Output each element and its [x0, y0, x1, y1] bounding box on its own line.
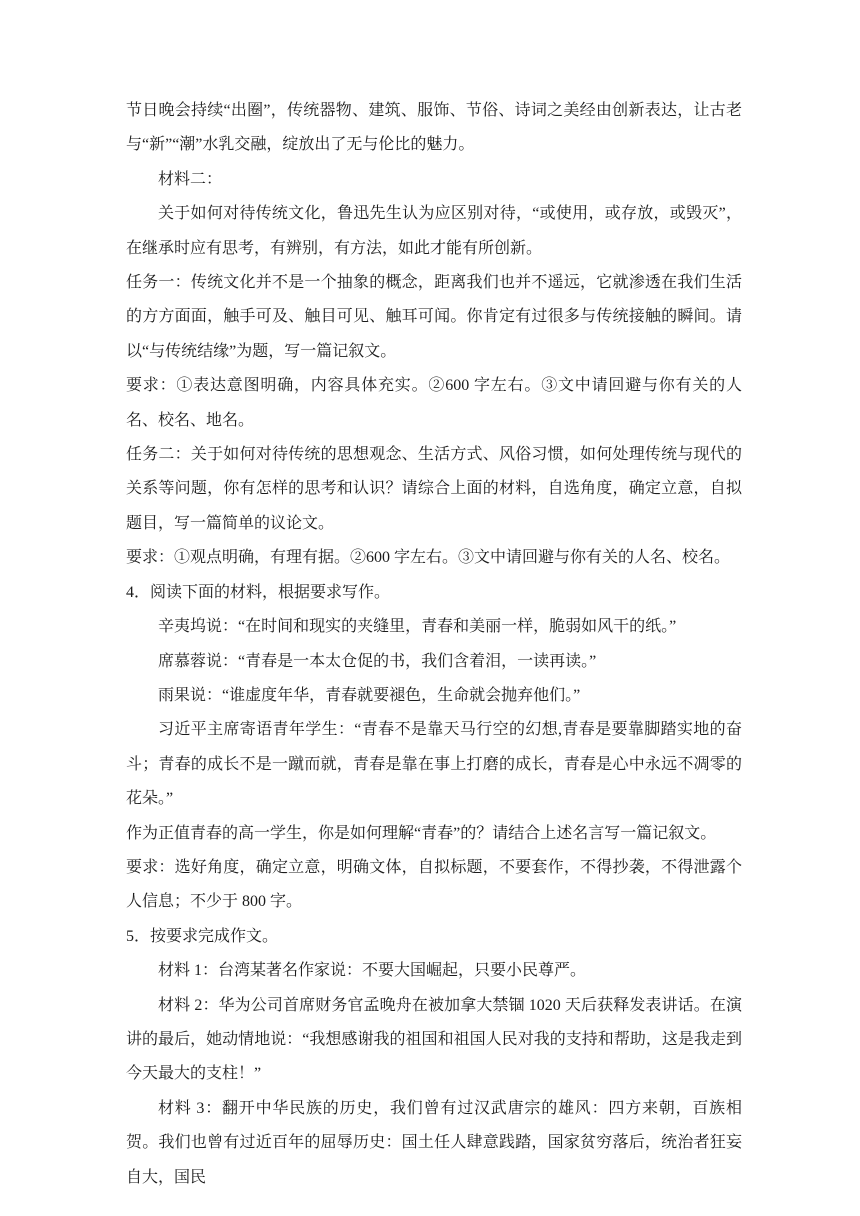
document-text-block	[126, 94, 742, 1195]
paragraph-xinyiwu-quote: 辛夷坞说：“在时间和现实的夹缝里，青春和美丽一样，脆弱如风干的纸。”	[158, 618, 677, 636]
question-4-heading: 4．阅读下面的材料，根据要求写作。	[126, 583, 391, 601]
paragraph-task-2-requirements: 要求：①观点明确，有理有据。②600 字左右。③文中请回避与你有关的人名、校名。	[126, 549, 731, 567]
paragraph-task-1: 任务一：传统文化并不是一个抽象的概念，距离我们也并不遥远，它就渗透在我们生活的方方面面，触手可及、触目可见、触耳可闻。你肯定有过很多与传统接触的瞬间。请以“与传统结缘”为题，写一篇记叙文。	[126, 274, 742, 360]
paragraph-task-1-requirements: 要求：①表达意图明确，内容具体充实。②600 字左右。③文中请回避与你有关的人名、校名、地名。	[126, 377, 742, 429]
paragraph-material-1: 材料 1：台湾某著名作家说：不要大国崛起，只要小民尊严。	[158, 962, 587, 980]
paragraph-material-2: 材料 2：华为公司首席财务官孟晚舟在被加拿大禁锢 1020 天后获释发表讲话。在演讲的最后，她动情地说：“我想感谢我的祖国和祖国人民对我的支持和帮助，这是我走到今天最大的支柱！”	[126, 996, 742, 1083]
paragraph-hugo-quote: 雨果说：“谁虚度年华，青春就要褪色，生命就会抛弃他们。”	[158, 686, 581, 704]
paragraph-ximurong-quote: 席慕蓉说：“青春是一本太仓促的书，我们含着泪，一读再读。”	[158, 652, 597, 670]
paragraph-question-4-prompt: 作为正值青春的高一学生，你是如何理解“青春”的？请结合上述名言写一篇记叙文。	[126, 824, 717, 842]
paragraph-xijinping-quote: 习近平主席寄语青年学生：“青春不是靠天马行空的幻想,青春是要靠脚踏实地的奋斗；青春的成长不是一蹴而就，青春是靠在事上打磨的成长，青春是心中永远不凋零的花朵。”	[126, 721, 742, 808]
paragraph-question-4-requirements: 要求：选好角度，确定立意，明确文体，自拟标题，不要套作，不得抄袭，不得泄露个人信息；不少于 800 字。	[126, 858, 742, 911]
question-5-heading: 5．按要求完成作文。	[126, 927, 279, 945]
paragraph-gala-culture-continuation: 节日晚会持续“出圈”，传统器物、建筑、服饰、节俗、诗词之美经由创新表达，让古老与“新”“潮”水乳交融，绽放出了无与伦比的魅力。	[126, 102, 742, 154]
paragraph-luxun-quote: 关于如何对待传统文化，鲁迅先生认为应区别对待，“或使用，或存放，或毁灭”，在继承时应有思考，有辨别，有方法，如此才能有所创新。	[126, 205, 742, 257]
paragraph-material-3: 材料 3：翻开中华民族的历史，我们曾有过汉武唐宗的雄风：四方来朝，百族相贺。我们也曾有过近百年的屈辱历史：国土任人肆意践踏，国家贫穷落后，统治者狂妄自大，国民	[126, 1099, 742, 1186]
paragraph-task-2: 任务二：关于如何对待传统的思想观念、生活方式、风俗习惯，如何处理传统与现代的关系等问题，你有怎样的思考和认识？请综合上面的材料，自选角度，确定立意，自拟题目，写一篇简单的议论文。	[126, 446, 742, 532]
paragraph-material-2-label: 材料二：	[158, 170, 223, 188]
